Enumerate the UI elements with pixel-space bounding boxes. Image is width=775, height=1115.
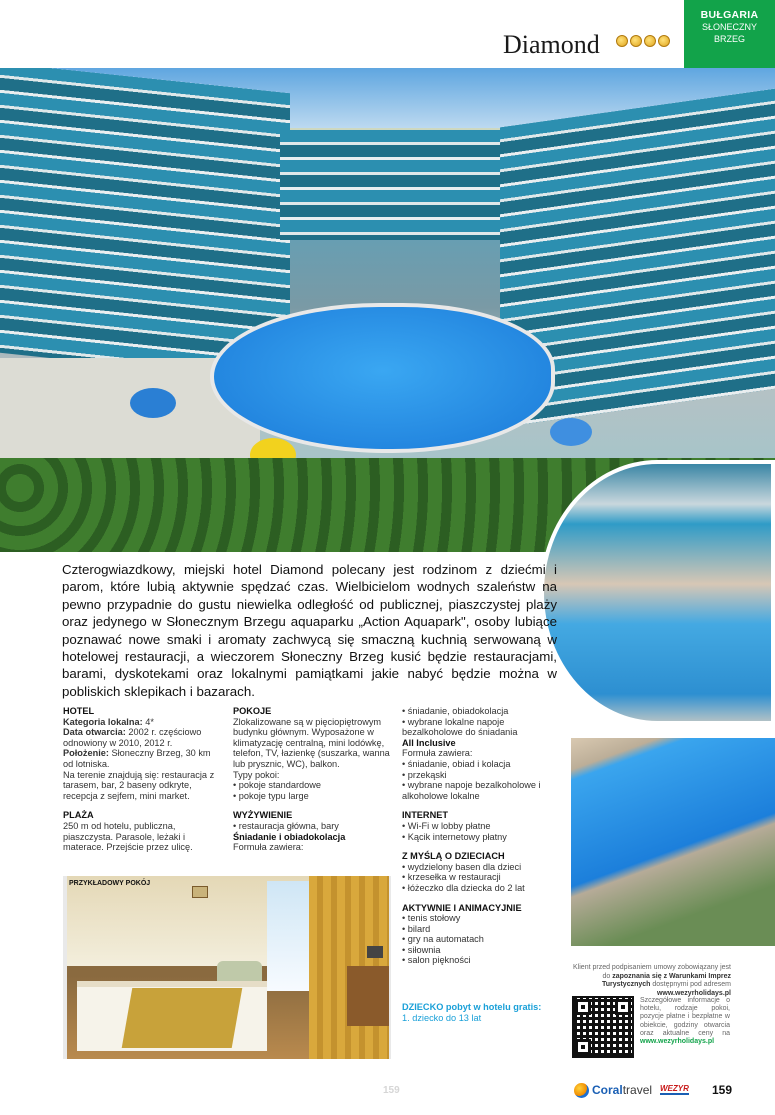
page-number-faint: 159 xyxy=(383,1085,400,1096)
umbrella xyxy=(550,418,592,446)
wall-picture xyxy=(192,886,208,898)
list-item: • pokoje typu large xyxy=(233,791,393,802)
list-item: • śniadanie, obiadokolacja xyxy=(402,706,552,717)
building-back xyxy=(280,130,500,240)
list-item: • gry na automatach xyxy=(402,934,552,945)
region-line: SŁONECZNY xyxy=(701,22,757,32)
pool-photo-circle xyxy=(540,460,775,725)
pool xyxy=(210,303,555,453)
board-section: • śniadanie, obiadokolacja • wybrane lokalne napoje bezalkoholowe do śniadania All Inclusive Formuła zawiera: • śniadanie, obiad i kolacja • przekąski • wybrane napoje bezalkoholowe i alkoholowe lokalne INTERNET • Wi-Fi w lobby płatne • Kącik internetowy płatny Z MYŚLĄ O DZIECIACH • wydzielony basen dla dzieci • krzesełka w restauracji • łóżeczko dla dziecka do 2 lat AKTYWNIE I ANIMACYJNIE • tenis stołowy • bilard • gry na automatach • siłownia • salon piękności xyxy=(402,706,552,966)
room-photo xyxy=(63,876,391,1059)
qr-finder xyxy=(575,1039,591,1055)
list-item: • wydzielony basen dla dzieci xyxy=(402,862,552,873)
umbrella xyxy=(130,388,176,418)
hotel-section: HOTEL Kategoria lokalna: 4* Data otwarcia: 2002 r. częściowo odnowiony w 2010, 2012 r. Położenie: Słoneczny Brzeg, 30 km od lotniska. Na terenie znajdują się: restauracja z tarasem, bar, 2 baseny odkryte, recepcja z sejfem, mini market. PLAŻA 250 m od hotelu, publiczna, piaszczysta. Parasole, leżaki i materace. Przejście przez ulicę. xyxy=(63,706,223,853)
list-item: • salon piękności xyxy=(402,955,552,966)
beach-text: 250 m od hotelu, publiczna, piaszczysta. Parasole, leżaki i materace. Przejście przez ulicę. xyxy=(63,820,193,853)
list-item: • przekąski xyxy=(402,770,552,781)
star-icon xyxy=(644,35,656,47)
list-item: • wybrane napoje bezalkoholowe i alkoholowe lokalne xyxy=(402,780,552,801)
list-item: • Wi-Fi w lobby płatne xyxy=(402,821,552,832)
list-item: • pokoje standardowe xyxy=(233,780,393,791)
qr-finder xyxy=(615,999,631,1015)
rooms-heading: POKOJE xyxy=(233,706,272,716)
star-icon xyxy=(658,35,670,47)
region-badge xyxy=(684,0,775,68)
coral-logo-icon xyxy=(574,1083,589,1098)
internet-heading: INTERNET xyxy=(402,810,448,821)
ai-heading: All Inclusive xyxy=(402,737,456,748)
partner-logo: WEZYR xyxy=(660,1084,689,1093)
qr-finder xyxy=(575,999,591,1015)
star-rating xyxy=(616,35,670,47)
list-item: • Kącik internetowy płatny xyxy=(402,832,552,843)
country-label: BUŁGARIA xyxy=(700,9,759,21)
intro-text: Czterogwiazdkowy, miejski hotel Diamond polecany jest rodzinom z dziećmi i parom, które lubią aktywnie spędzać czas. Wielbicielom wodnych szaleństw na pewno przypadnie do gustu niewielka odległość od publicznej, piaszczystej plaży oraz jedynego w Słonecznym Brzegu aquaparku „Action Aquapark", osoby lubiące poznawać nowe smaki i aromaty zachwycą się smaczną kuchnią serwowaną w hotelowej restauracji, a wieczorem Słoneczny Brzeg kusić będzie restauracjami, barami, dyskotekami oraz lokalnymi pamiątkami jakie nabyć będzie można w pobliskich sklepikach i bazarach. xyxy=(62,562,557,699)
list-item: • siłownia xyxy=(402,945,552,956)
list-item: • bilard xyxy=(402,924,552,935)
hb-heading: Śniadanie i obiadokolacja xyxy=(233,831,346,842)
legal-note: Klient przed podpisaniem umowy zobowiązany jest do zapoznania się z Warunkami Imprez Turystycznych dostępnymi pod adresem www.wezyrholidays.pl xyxy=(573,964,731,997)
hotel-name: Diamond xyxy=(503,30,600,59)
qr-info: Szczegółowe informacje o hotelu, rodzaje pokoi, pozycje płatne i bezpłatne w obiekcie, godziny otwarcia oraz aktualne ceny na www.wezyrholidays.pl xyxy=(640,997,730,1046)
page-number: 159 xyxy=(712,1083,733,1097)
activities-heading: AKTYWNIE I ANIMACYJNIE xyxy=(402,902,522,913)
rooms-text: Zlokalizowane są w pięciopiętrowym budynku głównym. Wyposażone w klimatyzację centralną, mini lodówkę, telefon, TV, łazienkę (suszarka, wanna lub prysznic, WC), balkon. xyxy=(233,716,390,769)
region-line: BRZEG xyxy=(713,34,745,44)
room-image xyxy=(67,876,389,1059)
star-icon xyxy=(616,35,628,47)
hotel-heading: HOTEL xyxy=(63,706,95,716)
food-heading: WYŻYWIENIE xyxy=(233,810,293,821)
tv xyxy=(367,946,383,958)
qr-url[interactable]: www.wezyrholidays.pl xyxy=(640,1038,715,1046)
list-item: • krzesełka w restauracji xyxy=(402,872,552,883)
list-item: • tenis stołowy xyxy=(402,913,552,924)
list-item: • śniadanie, obiad i kolacja xyxy=(402,759,552,770)
rooms-section: POKOJE Zlokalizowane są w pięciopiętrowym budynku głównym. Wyposażone w klimatyzację centralną, mini lodówkę, telefon, TV, łazienkę (suszarka, wanna lub prysznic, WC), balkon. Typy pokoi: • pokoje standardowe • pokoje typu large WYŻYWIENIE • restauracja główna, bary Śniadanie i obiadokolacja Formuła zawiera: xyxy=(233,706,393,853)
brand-logo: Coraltravel xyxy=(592,1083,653,1097)
bedspread xyxy=(122,988,243,1048)
child-free-offer: DZIECKO pobyt w hotelu gratis: 1. dziecko do 13 lat xyxy=(402,1002,542,1023)
kids-heading: Z MYŚLĄ O DZIECIACH xyxy=(402,851,505,862)
desk xyxy=(347,966,389,1026)
qr-code[interactable] xyxy=(572,996,634,1058)
facilities-text: Na terenie znajdują się: restauracja z tarasem, bar, 2 baseny odkryte, recepcja z sejfem, mini market. xyxy=(63,769,215,801)
list-item: • restauracja główna, bary xyxy=(233,821,393,832)
star-icon xyxy=(630,35,642,47)
beach-heading: PLAŻA xyxy=(63,810,94,821)
room-photo-label: PRZYKŁADOWY POKÓJ xyxy=(69,880,151,887)
list-item: • łóżeczko dla dziecka do 2 lat xyxy=(402,883,552,894)
list-item: • wybrane lokalne napoje bezalkoholowe do śniadania xyxy=(402,717,552,738)
pool-photo-2 xyxy=(571,738,775,946)
legal-url[interactable]: www.wezyrholidays.pl xyxy=(656,989,731,997)
